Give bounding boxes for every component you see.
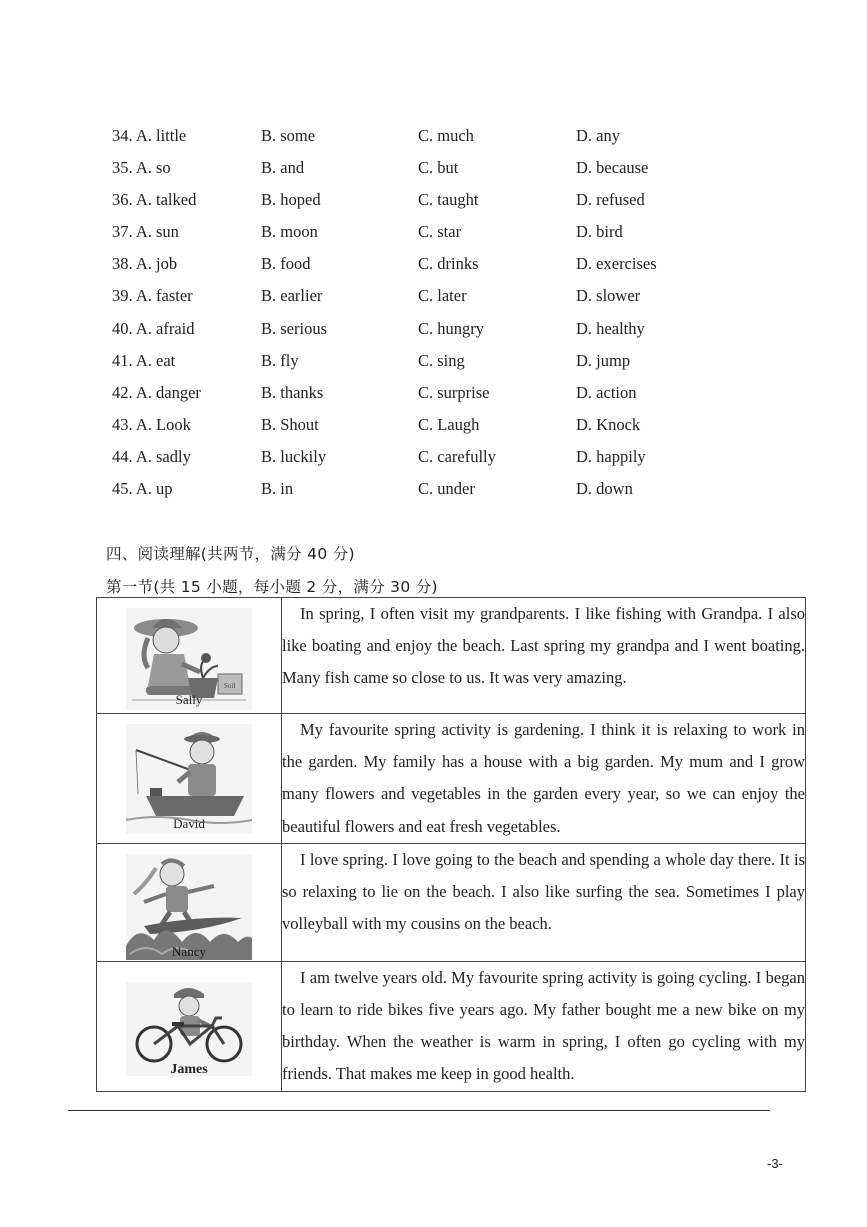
svg-text:Soil: Soil bbox=[224, 682, 236, 690]
option-b: B. food bbox=[261, 254, 311, 274]
option-d: D. action bbox=[576, 382, 637, 402]
option-d: D. exercises bbox=[576, 254, 657, 274]
sally-illustration bbox=[126, 608, 252, 710]
option-b: B. and bbox=[261, 158, 305, 178]
option-c: C. carefully bbox=[418, 446, 496, 466]
option-c: C. star bbox=[418, 222, 462, 242]
option-d: D. refused bbox=[576, 190, 645, 210]
option-a: 36. A. talked bbox=[112, 190, 197, 210]
option-a: 45. A. up bbox=[112, 479, 173, 499]
footer-rule bbox=[68, 1110, 770, 1111]
picture-cell bbox=[97, 961, 282, 1091]
option-b: B. fly bbox=[261, 350, 299, 370]
option-d: D. happily bbox=[576, 446, 646, 466]
page-number: -3- bbox=[767, 1156, 783, 1171]
picture-cell bbox=[97, 598, 282, 714]
option-c: C. much bbox=[418, 126, 474, 145]
option-a: 37. A. sun bbox=[112, 222, 179, 242]
option-d: D. jump bbox=[576, 350, 631, 370]
option-d: D. Knock bbox=[576, 414, 641, 434]
option-a: 34. A. little bbox=[112, 126, 187, 145]
option-b: B. in bbox=[261, 479, 294, 499]
character-name: Nancy bbox=[172, 943, 206, 959]
reading-text: I love spring. I love going to the beach and spending a whole day there. It is so relaxing to lie on the beach. I also like surfing the sea. Sometimes I play volleyball with my cousins on the beach. bbox=[282, 843, 806, 961]
option-b: B. hoped bbox=[261, 190, 321, 210]
david-illustration bbox=[126, 724, 252, 834]
option-b: B. thanks bbox=[261, 382, 324, 402]
option-c: C. surprise bbox=[418, 382, 490, 402]
option-a: 35. A. so bbox=[112, 158, 171, 178]
option-c: C. but bbox=[418, 158, 459, 178]
character-name: James bbox=[170, 1061, 208, 1077]
option-b: B. serious bbox=[261, 318, 327, 338]
character-name: David bbox=[173, 816, 205, 831]
option-a: 43. A. Look bbox=[112, 414, 191, 434]
option-b: B. earlier bbox=[261, 286, 323, 306]
nancy-illustration bbox=[126, 854, 252, 960]
option-d: D. slower bbox=[576, 286, 641, 306]
option-c: C. hungry bbox=[418, 318, 484, 338]
option-d: D. any bbox=[576, 126, 620, 145]
picture-cell bbox=[97, 843, 282, 961]
reading-text: My favourite spring activity is gardening. I think it is relaxing to work in the garden. My family has a house with a big garden. My mum and I grow many flowers and vegetables in the garden every year, so we can enjoy the beautiful flowers and eat fresh vegetables. bbox=[282, 714, 806, 844]
character-name: Sally bbox=[175, 692, 203, 707]
option-a: 42. A. danger bbox=[112, 382, 201, 402]
section-title: 四、阅读理解(共两节，满分 40 分) bbox=[106, 545, 355, 563]
option-d: D. because bbox=[576, 158, 649, 178]
option-c: C. taught bbox=[418, 190, 479, 210]
reading-text: In spring, I often visit my grandparents. I like fishing with Grandpa. I also like boating and enjoy the beach. Last spring my grandpa and I went boating. Many fish came so close to us. It was very amazing. bbox=[282, 598, 806, 714]
option-d: D. down bbox=[576, 479, 633, 499]
reading-row bbox=[97, 843, 806, 961]
option-d: D. healthy bbox=[576, 318, 645, 338]
option-c: C. Laugh bbox=[418, 414, 480, 434]
option-a: 38. A. job bbox=[112, 254, 178, 274]
option-a: 40. A. afraid bbox=[112, 318, 195, 338]
option-b: B. Shout bbox=[261, 414, 319, 434]
option-b: B. moon bbox=[261, 222, 318, 242]
option-d: D. bird bbox=[576, 222, 623, 242]
reading-row bbox=[97, 598, 806, 714]
reading-row bbox=[97, 714, 806, 844]
option-c: C. under bbox=[418, 479, 475, 499]
option-a: 39. A. faster bbox=[112, 286, 193, 306]
james-illustration bbox=[126, 982, 252, 1076]
option-c: C. sing bbox=[418, 350, 465, 370]
subsection-title: 第一节(共 15 小题，每小题 2 分，满分 30 分) bbox=[106, 578, 438, 596]
option-b: B. some bbox=[261, 126, 316, 145]
option-b: B. luckily bbox=[261, 446, 327, 466]
reading-text: I am twelve years old. My favourite spring activity is going cycling. I began to learn to ride bikes five years ago. My father bought me a new bike on my birthday. When the weather is warm in spring, I often go cycling with my friends. That makes me keep in good health. bbox=[282, 961, 806, 1091]
option-a: 44. A. sadly bbox=[112, 446, 191, 466]
option-c: C. drinks bbox=[418, 254, 479, 274]
option-c: C. later bbox=[418, 286, 467, 306]
reading-table bbox=[96, 597, 806, 1092]
option-a: 41. A. eat bbox=[112, 350, 176, 370]
reading-row bbox=[97, 961, 806, 1091]
picture-cell bbox=[97, 714, 282, 844]
